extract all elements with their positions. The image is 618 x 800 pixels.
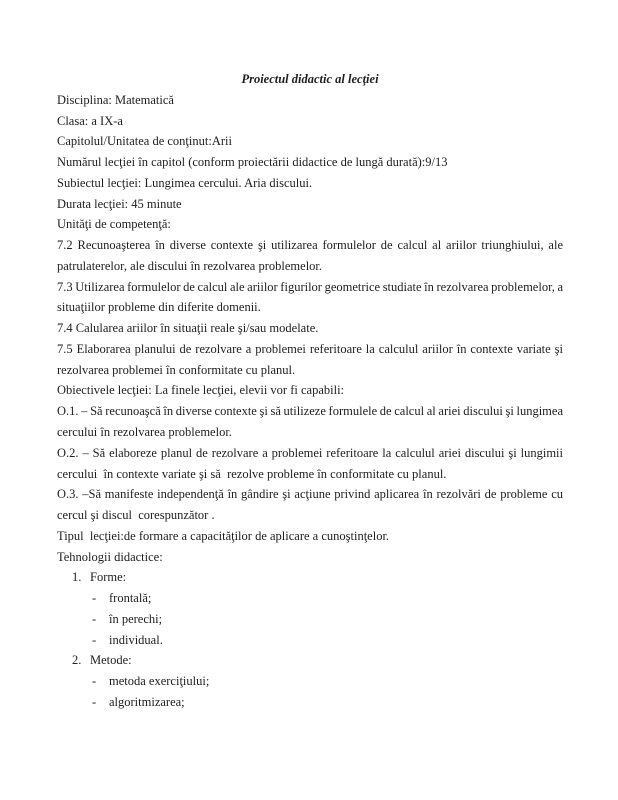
dash-bullet: - — [92, 591, 97, 606]
paragraph-text: patrulaterelor, ale discului în rezolvarea problemelor. — [57, 258, 323, 273]
paragraph-text: cercului în rezolvarea problemelor. — [57, 425, 232, 440]
paragraph-text: O.1. – Să recunoaşcă în diverse contexte şi să utilizeze formulele de calcul al ariei discului şi lungimea — [57, 404, 563, 419]
paragraph-text: cercului în contexte variate şi să rezolve probleme în conformitate cu planul. — [57, 466, 447, 481]
dash-list-item — [57, 671, 563, 692]
paragraph-text: Obiectivele lecţiei: La finele lecţiei, elevii vor fi capabili: — [57, 383, 345, 398]
paragraph-line — [57, 422, 563, 443]
dash-list-item — [57, 630, 563, 651]
paragraph-text: Capitolul/Unitatea de conţinut:Arii — [57, 134, 232, 149]
paragraph-line — [57, 256, 563, 277]
paragraph-line — [57, 464, 563, 485]
dash-list-item — [57, 609, 563, 630]
paragraph-line-justified — [57, 401, 563, 422]
paragraph-line — [57, 214, 563, 235]
paragraph-text: Durata lecţiei: 45 minute — [57, 196, 182, 211]
paragraph-line-justified — [57, 277, 563, 298]
list-item-text: frontală; — [109, 591, 152, 606]
paragraph-text: O.2. – Să elaboreze planul de rezolvare a problemei referitoare la calculul ariei discului şi lungimii — [57, 445, 563, 460]
numbered-list-item — [57, 650, 563, 671]
paragraph-text: situaţiilor probleme din diferite domenii. — [57, 300, 261, 315]
paragraph-line — [57, 547, 563, 568]
paragraph-text: Disciplina: Matematică — [57, 92, 174, 107]
paragraph-text: 7.4 Calularea ariilor în situaţii reale şi/sau modelate. — [57, 321, 319, 336]
paragraph-line — [57, 318, 563, 339]
numbered-list-item — [57, 567, 563, 588]
paragraph-line — [57, 297, 563, 318]
paragraph-text: O.3. –Să manifeste independenţă în gândire şi acţiune privind aplicarea în rezolvări de probleme cu — [57, 487, 563, 502]
paragraph-line-justified — [57, 484, 563, 505]
paragraph-line — [57, 194, 563, 215]
paragraph-line — [57, 131, 563, 152]
dash-bullet: - — [92, 632, 97, 647]
document-title-text: Proiectul didactic al lecţiei — [241, 72, 379, 86]
paragraph-text: 7.5 Elaborarea planului de rezolvare a problemei referitoare la calculul ariilor în contexte variate şi — [57, 341, 563, 356]
paragraph-line-justified — [57, 339, 563, 360]
paragraph-line-justified — [57, 235, 563, 256]
paragraph-text: Numărul lecţiei în capitol (conform proiectării didactice de lungă durată):9/13 — [57, 155, 448, 170]
list-number-marker: 1. — [72, 570, 82, 585]
list-number-marker: 2. — [72, 653, 82, 668]
paragraph-text: rezolvarea problemei în conformitate cu planul. — [57, 362, 296, 377]
dash-bullet: - — [92, 611, 97, 626]
paragraph-line — [57, 380, 563, 401]
list-item-text: în perechi; — [109, 611, 163, 626]
paragraph-line — [57, 173, 563, 194]
paragraph-line — [57, 360, 563, 381]
dash-bullet: - — [92, 674, 97, 689]
paragraph-text: cercul şi discul corespunzător . — [57, 508, 215, 523]
paragraph-line — [57, 90, 563, 111]
list-item-text: algoritmizarea; — [109, 694, 185, 709]
dash-list-item — [57, 692, 563, 713]
dash-list-item — [57, 588, 563, 609]
list-item-text: Forme: — [90, 570, 127, 585]
dash-bullet: - — [92, 694, 97, 709]
paragraph-line — [57, 526, 563, 547]
paragraph-line — [57, 111, 563, 132]
paragraph-text: Subiectul lecţiei: Lungimea cercului. Aria discului. — [57, 175, 313, 190]
paragraph-text: 7.3 Utilizarea formulelor de calcul ale ariilor figurilor geometrice studiate în rezolvarea problemelor, a — [57, 279, 563, 294]
document-title — [57, 69, 563, 90]
list-item-text: Metode: — [90, 653, 132, 668]
paragraph-text: Tipul lecţiei:de formare a capacităţilor de aplicare a cunoştinţelor. — [57, 528, 390, 543]
paragraph-line-justified — [57, 443, 563, 464]
paragraph-line — [57, 505, 563, 526]
list-item-text: individual. — [109, 632, 163, 647]
paragraph-text: Unităţi de competenţă: — [57, 217, 171, 232]
paragraph-line — [57, 152, 563, 173]
paragraph-text: Clasa: a IX-a — [57, 113, 123, 128]
paragraph-text: 7.2 Recunoaşterea în diverse contexte şi utilizarea formulelor de calcul al ariilor triunghiului, ale — [57, 238, 563, 253]
paragraph-text: Tehnologii didactice: — [57, 549, 163, 564]
document-body — [57, 69, 563, 713]
list-item-text: metoda exerciţiului; — [109, 674, 210, 689]
